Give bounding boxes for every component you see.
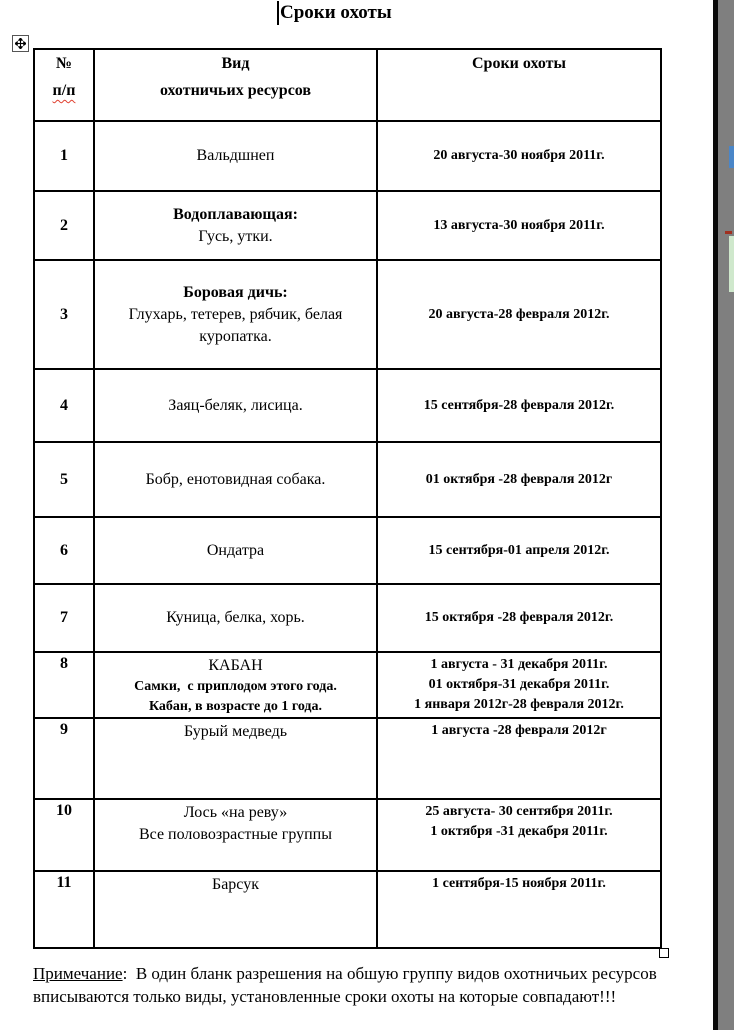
species-line: Лось «на реву» xyxy=(183,804,288,821)
species-line: Самки, с приплодом этого года. xyxy=(134,679,337,694)
season-date-line: 20 августа-28 февраля 2012г. xyxy=(428,306,610,322)
species-line: Кабан, в возрасте до 1 года. xyxy=(148,699,323,714)
species-cell[interactable] xyxy=(94,121,377,191)
table-row xyxy=(34,517,661,584)
season-dates-cell[interactable] xyxy=(377,652,661,718)
row-number-cell[interactable]: 3 xyxy=(34,260,94,369)
species-cell[interactable] xyxy=(94,369,377,442)
row-number-cell[interactable]: 7 xyxy=(34,584,94,652)
col-header-species-line2: охотничьих ресурсов xyxy=(159,82,312,99)
clipped-ui-fragment-green xyxy=(729,236,734,292)
season-date-line: 1 августа - 31 декабря 2011г. xyxy=(430,657,608,672)
season-date-line: 15 сентября-01 апреля 2012г. xyxy=(428,542,610,558)
table-resize-handle[interactable] xyxy=(659,948,669,958)
species-line: Заяц-беляк, лисица. xyxy=(168,396,303,414)
row-number-cell[interactable]: 10 xyxy=(34,799,94,871)
species-cell[interactable] xyxy=(94,799,377,871)
table-row xyxy=(34,652,661,718)
season-dates-cell[interactable] xyxy=(377,369,661,442)
species-line: Куница, белка, хорь. xyxy=(166,609,305,626)
clipped-ui-fragment-red xyxy=(725,231,732,234)
species-line: Боровая дичь: xyxy=(183,283,288,301)
species-line: Бобр, енотовидная собака. xyxy=(145,470,326,488)
species-line: Вальдшнеп xyxy=(196,147,275,164)
hunting-seasons-table xyxy=(33,48,662,949)
species-cell[interactable] xyxy=(94,517,377,584)
col-header-species[interactable] xyxy=(94,49,377,121)
table-row xyxy=(34,718,661,799)
season-dates-cell[interactable] xyxy=(377,191,661,260)
page-title[interactable]: Сроки охоты xyxy=(280,2,392,23)
row-number-cell[interactable]: 1 xyxy=(34,121,94,191)
species-cell[interactable] xyxy=(94,260,377,369)
table-row xyxy=(34,369,661,442)
species-cell[interactable] xyxy=(94,871,377,948)
col-header-number-line1: № xyxy=(55,55,73,72)
col-header-number-line2: п/п xyxy=(52,82,76,99)
season-dates-cell[interactable] xyxy=(377,718,661,799)
species-line: Водоплавающая: xyxy=(173,205,298,223)
season-date-line: 20 августа-30 ноября 2011г. xyxy=(433,148,605,163)
season-date-line: 1 января 2012г-28 февраля 2012г. xyxy=(414,697,624,712)
clipped-ui-fragment-blue xyxy=(729,146,734,168)
season-date-line: 15 октября -28 февраля 2012г. xyxy=(424,610,614,625)
season-date-line: 01 октября-31 декабря 2011г. xyxy=(428,677,610,692)
season-date-line: 25 августа- 30 сентября 2011г. xyxy=(425,804,613,819)
col-header-species-line1: Вид xyxy=(221,55,250,72)
col-header-number[interactable] xyxy=(34,49,94,121)
table-row xyxy=(34,871,661,948)
season-date-line: 15 сентября-28 февраля 2012г. xyxy=(423,397,615,413)
col-header-dates[interactable] xyxy=(377,49,661,121)
table-row xyxy=(34,191,661,260)
species-line: Глухарь, тетерев, рябчик, белая куропатка. xyxy=(128,305,347,345)
row-number-cell[interactable]: 4 xyxy=(34,369,94,442)
season-dates-cell[interactable] xyxy=(377,517,661,584)
species-line: КАБАН xyxy=(208,657,263,674)
species-line: Гусь, утки. xyxy=(198,227,273,245)
species-cell[interactable] xyxy=(94,718,377,799)
species-line: Все половозрастные группы xyxy=(138,826,332,843)
text-cursor-icon xyxy=(277,1,279,25)
season-date-line: 1 сентября-15 ноября 2011г. xyxy=(432,876,606,891)
title-block xyxy=(277,1,392,25)
table-row xyxy=(34,442,661,517)
species-cell[interactable] xyxy=(94,442,377,517)
move-icon xyxy=(15,38,26,49)
row-number-cell[interactable]: 9 xyxy=(34,718,94,799)
row-number-cell[interactable]: 11 xyxy=(34,871,94,948)
season-dates-cell[interactable] xyxy=(377,584,661,652)
species-line: Барсук xyxy=(212,876,259,893)
season-dates-cell[interactable] xyxy=(377,799,661,871)
col-header-dates-text: Сроки охоты xyxy=(471,55,567,72)
note-text: : В один бланк разрешения на обшую группу видов охотничьих ресурсов вписываются только виды, установленные сроки охоты на которые совпадают!!! xyxy=(33,964,666,1006)
table-row xyxy=(34,584,661,652)
note-paragraph[interactable] xyxy=(33,962,709,1008)
species-cell[interactable] xyxy=(94,652,377,718)
row-number-cell[interactable]: 8 xyxy=(34,652,94,718)
species-cell[interactable] xyxy=(94,584,377,652)
table-row xyxy=(34,121,661,191)
table-row xyxy=(34,260,661,369)
note-label: Примечание xyxy=(33,964,123,983)
table-move-handle[interactable] xyxy=(12,35,29,52)
row-number-cell[interactable]: 5 xyxy=(34,442,94,517)
season-dates-cell[interactable] xyxy=(377,121,661,191)
season-date-line: 01 октября -28 февраля 2012г xyxy=(425,471,613,487)
season-dates-cell[interactable] xyxy=(377,260,661,369)
table-row xyxy=(34,799,661,871)
row-number-cell[interactable]: 6 xyxy=(34,517,94,584)
species-line: Бурый медведь xyxy=(183,723,288,740)
season-date-line: 1 августа -28 февраля 2012г xyxy=(431,723,607,738)
season-dates-cell[interactable] xyxy=(377,871,661,948)
species-line: Ондатра xyxy=(206,541,265,559)
row-number-cell[interactable]: 2 xyxy=(34,191,94,260)
season-dates-cell[interactable] xyxy=(377,442,661,517)
table-header-row xyxy=(34,49,661,121)
season-date-line: 1 октября -31 декабря 2011г. xyxy=(430,824,608,839)
species-cell[interactable] xyxy=(94,191,377,260)
season-date-line: 13 августа-30 ноября 2011г. xyxy=(433,217,605,233)
